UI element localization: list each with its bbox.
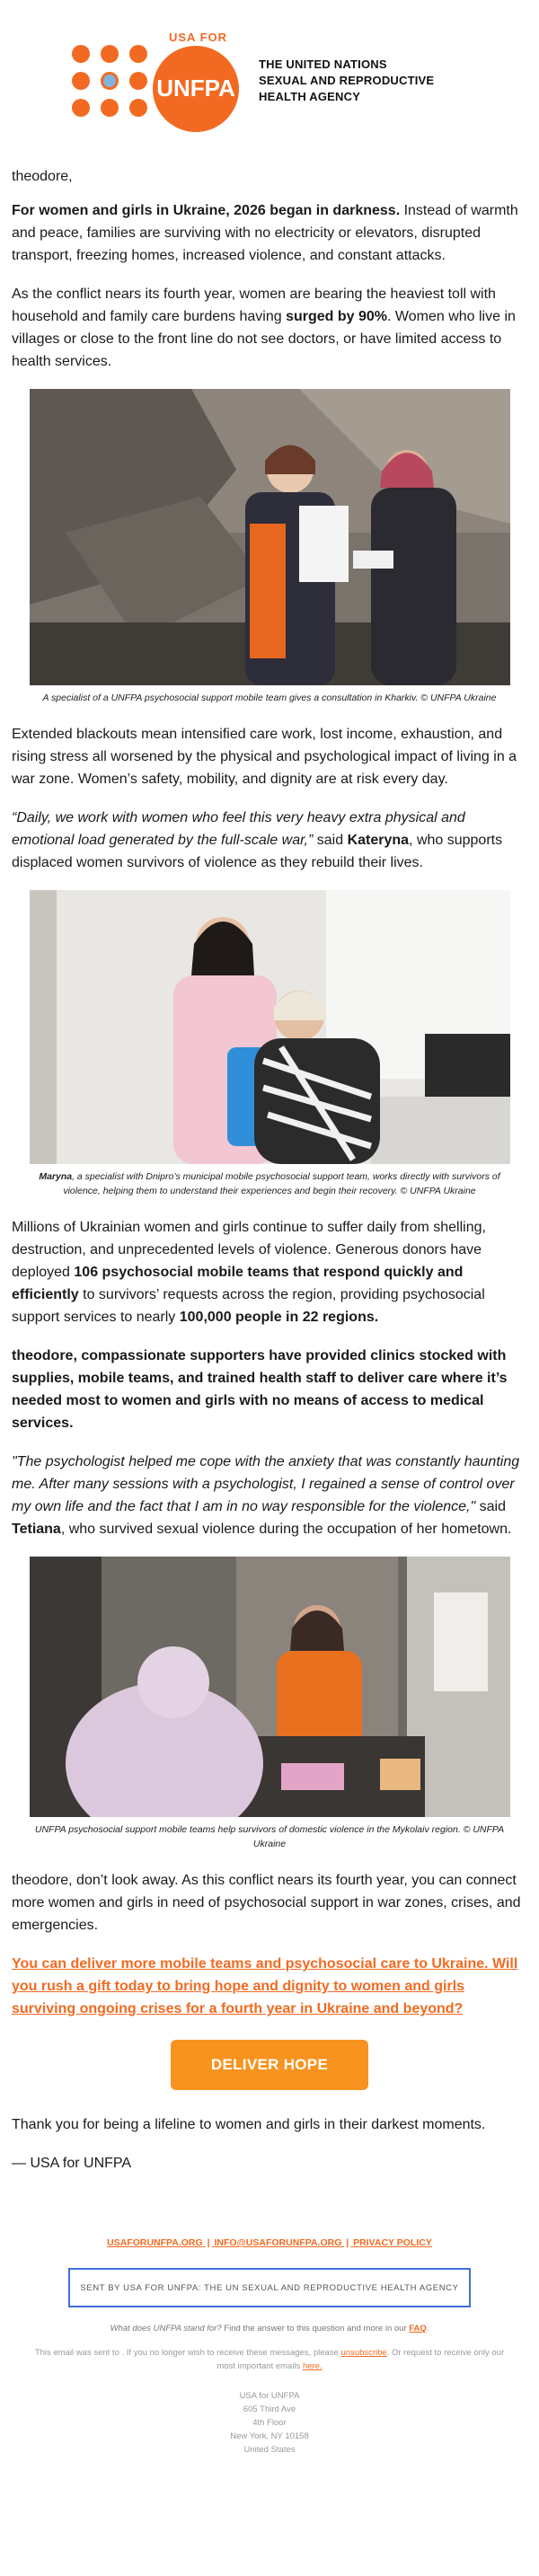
footer-separator: |: [207, 2237, 210, 2248]
faq-link[interactable]: FAQ: [409, 2324, 427, 2333]
faq-line: What does UNFPA stand for? Find the answer to this question and more in our FAQ.: [110, 2324, 429, 2333]
agency-line-3: HEALTH AGENCY: [259, 90, 361, 103]
signoff: — USA for UNFPA: [12, 2156, 132, 2171]
photo-3-caption: UNFPA psychosocial support mobile teams help survivors of domestic violence in the Mykolaiv region. © UNFPA Ukraine: [34, 1824, 505, 1849]
photo-2-caption: Maryna, a specialist with Dnipro’s municipal mobile psychosocial support team, works directly with survivors of violence, helping them to understand their experiences and begin their recovery. © UNFPA Ukraine: [39, 1171, 500, 1196]
agency-name: [259, 57, 434, 105]
unsubscribe-notice: This email was sent to . If you no longer wish to receive these messages, please unsubscribe. Or request to receive only our most important emails here.: [34, 2348, 505, 2371]
footer-link-privacy[interactable]: PRIVACY POLICY: [353, 2237, 432, 2248]
paragraph-mobile-teams: Millions of Ukrainian women and girls continue to suffer daily from shelling, destruction, and unprecedented levels of violence. Generous donors have deployed 106 psychosocial mobile teams that respond quickly and efficiently to survivors’ requests across the region, providing psychosocial support services to nearly 100,000 people in 22 regions.: [12, 1220, 486, 1325]
footer-link-email[interactable]: INFO@USAFORUNFPA.ORG: [214, 2237, 342, 2248]
footer-separator: |: [346, 2237, 349, 2248]
mailing-address: [0, 2389, 539, 2457]
footer-links: [0, 2237, 539, 2248]
address-line: New York, NY 10158: [230, 2431, 309, 2441]
paragraph-supporters: theodore, compassionate supporters have provided clinics stocked with supplies, mobile teams, and trained health staff to deliver care where it’s needed most to women and girls with no means of access to medical services.: [12, 1348, 508, 1431]
sent-by-box: SENT BY USA FOR UNFPA: THE UN SEXUAL AND REPRODUCTIVE HEALTH AGENCY: [68, 2268, 471, 2307]
paragraph-tetiana: "The psychologist helped me cope with the anxiety that was constantly haunting me. After many sessions with a psychologist, I regained a sense of control over my own life and the fact that I am in no way responsible for the violence," said Tetiana, who survived sexual violence during the occupation of her hometown.: [12, 1454, 520, 1537]
agency-line-1: THE UNITED NATIONS: [259, 57, 387, 71]
photo-mykolaiv-team: [30, 1557, 510, 1817]
donate-link[interactable]: You can deliver more mobile teams and psychosocial care to Ukraine. Will you rush a gift today to bring hope and dignity to women and girls surviving ongoing crises for a fourth year in Ukraine and beyond?: [12, 1956, 518, 2016]
address-line: 4th Floor: [252, 2418, 287, 2428]
deliver-hope-button[interactable]: DELIVER HOPE: [171, 2040, 368, 2090]
photo-dnipro-specialist: [30, 890, 510, 1164]
address-line: United States: [243, 2445, 296, 2455]
logo: [153, 31, 239, 132]
unsubscribe-link[interactable]: unsubscribe: [340, 2348, 387, 2358]
greeting: theodore,: [12, 169, 73, 184]
header: [0, 0, 539, 162]
footer: [0, 2237, 539, 2457]
logo-usa-for: USA FOR: [169, 30, 228, 44]
paragraph-kateryna: “Daily, we work with women who feel this very heavy extra physical and emotional load generated by the full-scale war,” said Kateryna, who supports displaced women survivors of violence as they rebuild their lives.: [12, 810, 503, 870]
address-line: 605 Third Ave: [243, 2404, 296, 2414]
important-emails-link[interactable]: here.: [302, 2361, 323, 2371]
logo-dots-icon: [72, 40, 144, 121]
paragraph-dont-look-away: theodore, don’t look away. As this conflict nears its fourth year, you can connect more women and girls in need of psychosocial support in war zones, crises, and emergencies.: [12, 1873, 521, 1933]
paragraph-toll: As the conflict nears its fourth year, women are bearing the heaviest toll with household and family care burdens having surged by 90%. Women who live in villages or close to the front line do not see doctors, or have limited access to health services.: [12, 287, 516, 369]
photo-1-caption: A specialist of a UNFPA psychosocial support mobile team gives a consultation in Kharkiv. © UNFPA Ukraine: [42, 693, 497, 703]
paragraph-blackouts: Extended blackouts mean intensified care work, lost income, exhaustion, and rising stress all worsened by the physical and psychological impact of living in a war zone. Women’s safety, mobility, and dignity are at risk every day.: [12, 727, 517, 787]
paragraph-thank-you: Thank you for being a lifeline to women and girls in their darkest moments.: [12, 2117, 486, 2132]
agency-line-2: SEXUAL AND REPRODUCTIVE: [259, 74, 435, 87]
address-line: USA for UNFPA: [239, 2391, 300, 2401]
logo-unfpa: UNFPA: [153, 46, 239, 132]
paragraph-intro: For women and girls in Ukraine, 2026 began in darkness. Instead of warmth and peace, families are surviving with no electricity or elevators, disrupted transport, freezing homes, increased violence, and constant attacks.: [12, 203, 518, 263]
footer-link-website[interactable]: USAFORUNFPA.ORG: [107, 2237, 203, 2248]
photo-kharkiv-consultation: [30, 389, 510, 685]
